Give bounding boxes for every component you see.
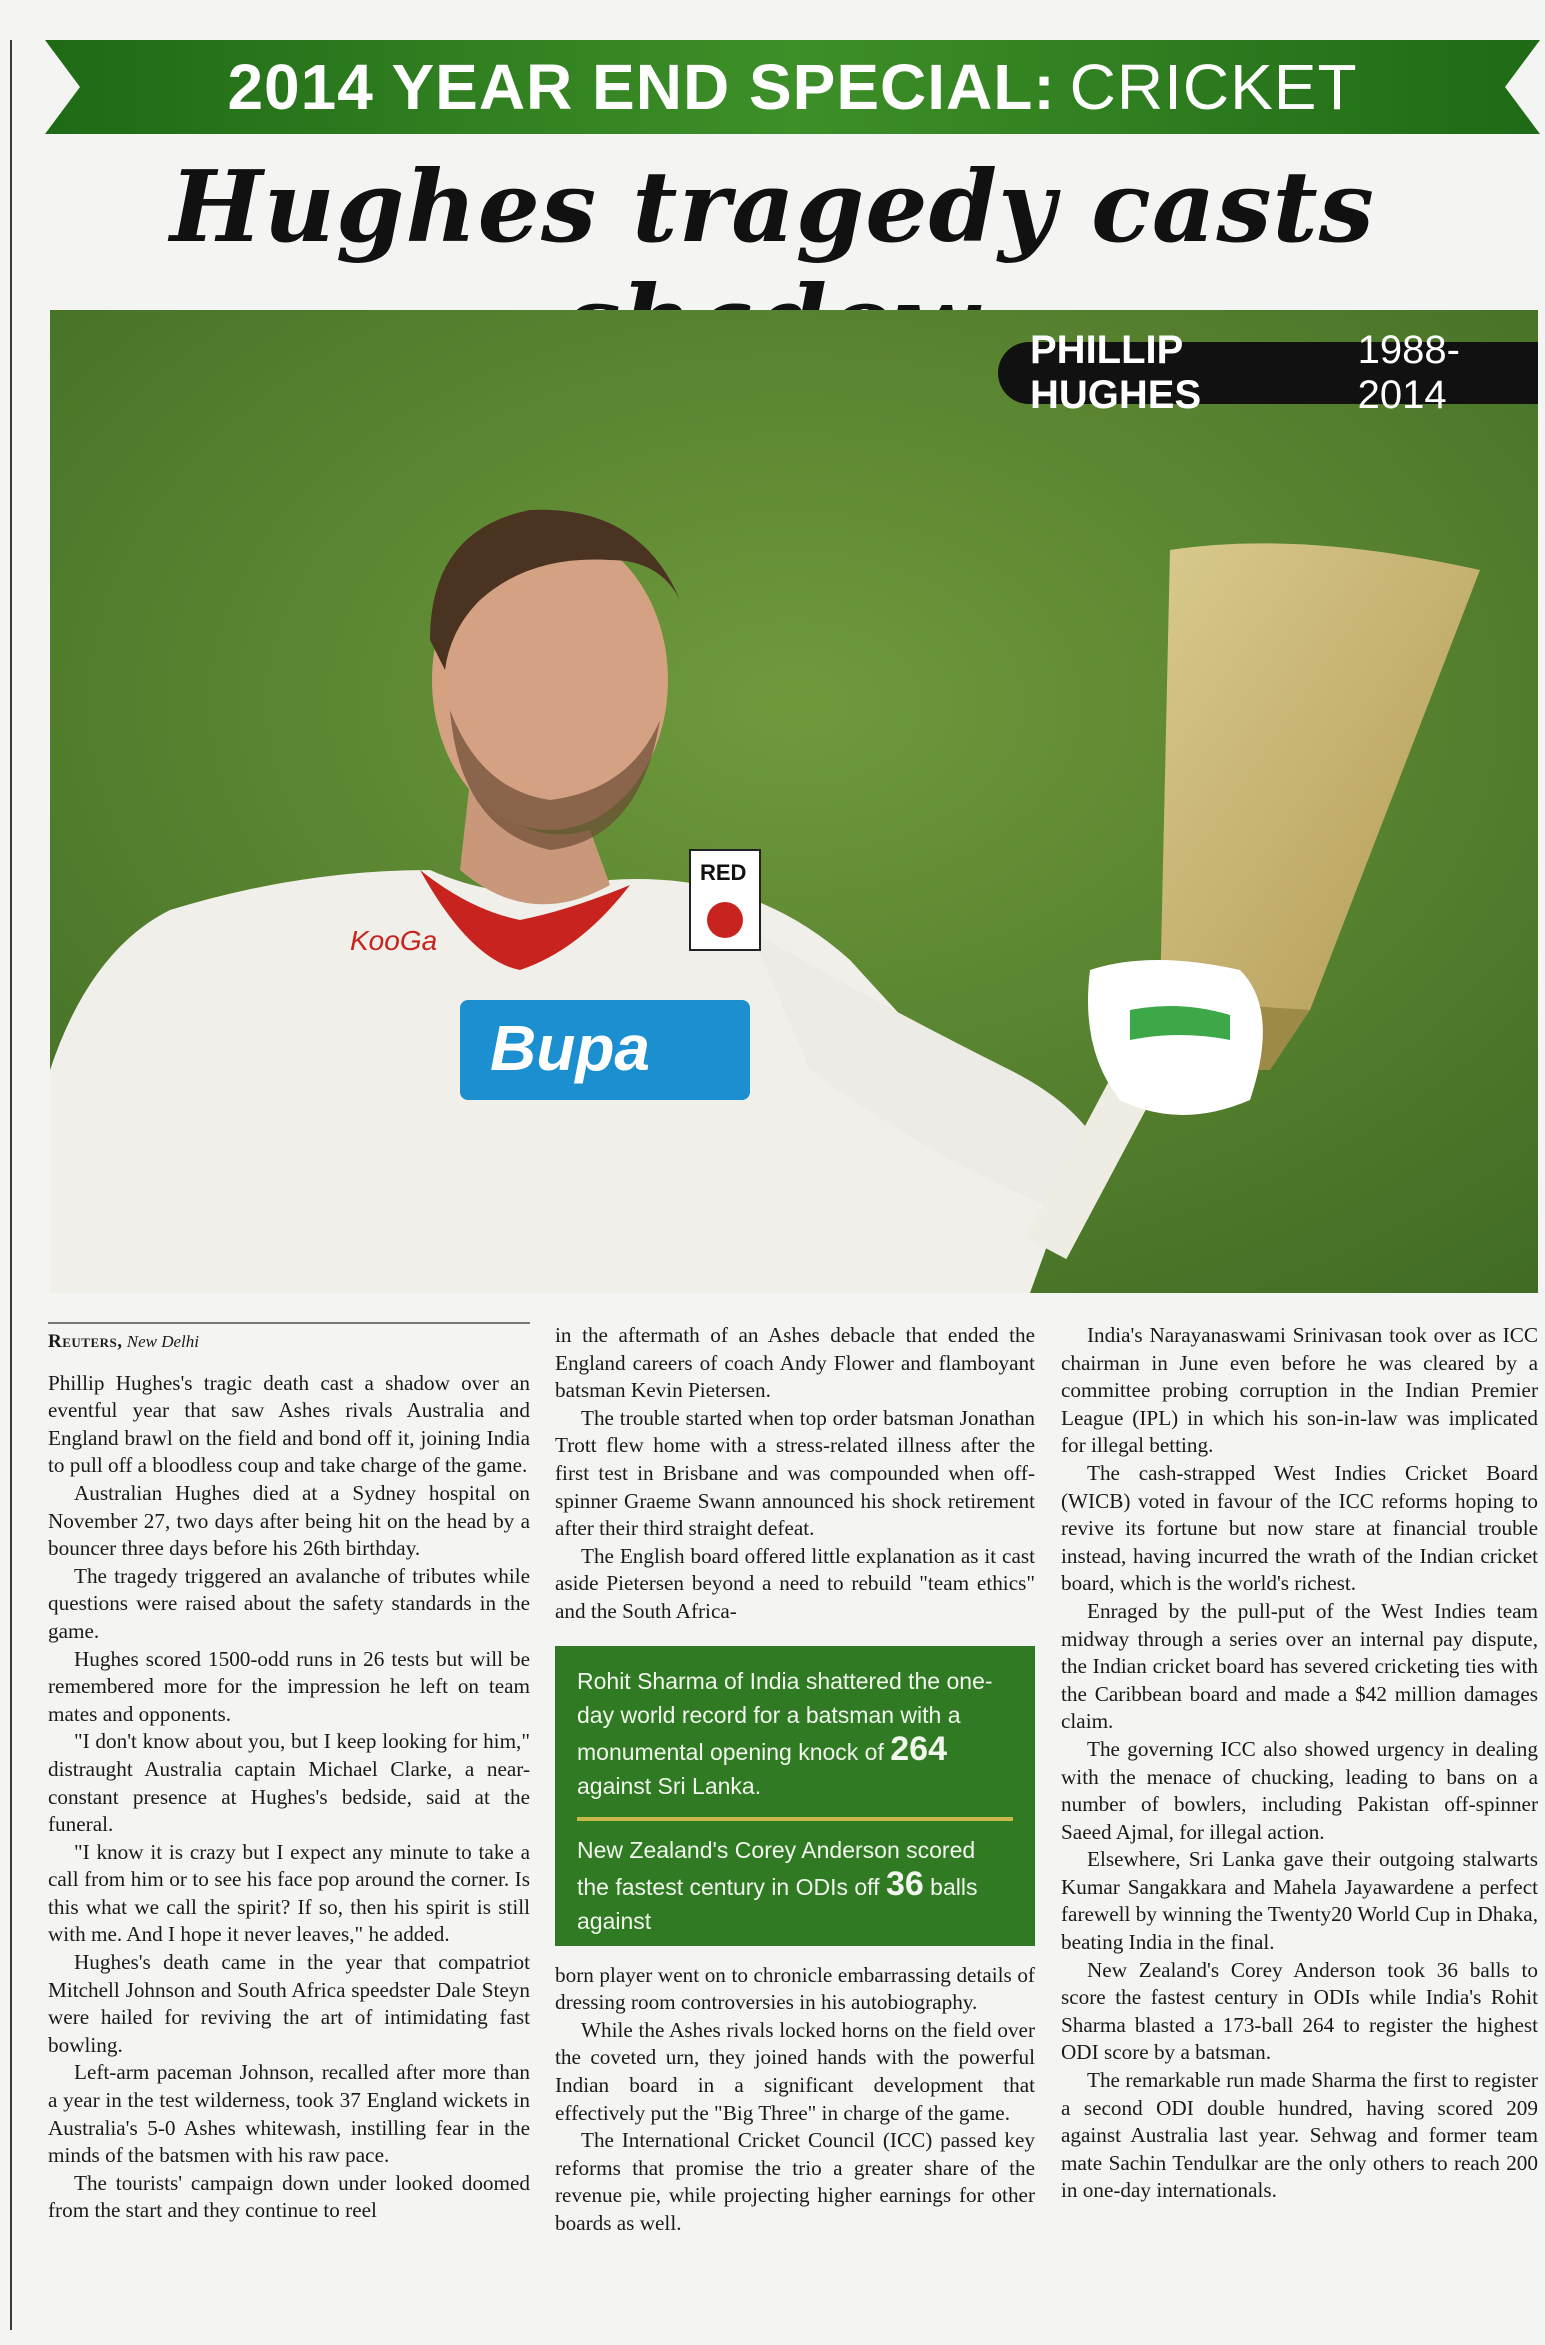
paragraph: The International Cricket Council (ICC) passed key reforms that promise the trio a greater share of the revenue pie, while projecting higher earnings for other boards as well. xyxy=(555,2128,1035,2235)
badge-text: RED xyxy=(700,860,747,885)
sponsor-logo-text: Bupa xyxy=(490,1012,650,1084)
pull-quote-1-start: Rohit Sharma of India shattered the one-day world record for a batsman with a monumental opening knock of xyxy=(577,1667,993,1765)
shirt-brand-text: KooGa xyxy=(350,925,438,956)
paragraph: Left-arm paceman Johnson, recalled after more than a year in the test wilderness, took 37 England wickets in Australia's 5-0 Ashes whitewash, instilling fear in the minds of the batsmen with his raw pace. xyxy=(48,2060,530,2168)
player-photo xyxy=(50,310,1538,1293)
paragraph: in the aftermath of an Ashes debacle that ended the England careers of coach Andy Flower and flamboyant batsman Kevin Pietersen. xyxy=(555,1323,1035,1403)
paragraph: New Zealand's Corey Anderson took 36 balls to score the fastest century in ODIs while India's Rohit Sharma blasted a 173-ball 264 to register the highest ODI score by a batsman. xyxy=(1061,1957,1538,2065)
paragraph: "I don't know about you, but I keep looking for him," distraught Australia captain Michael Clarke, a near-constant presence at Hughes's bedside, said at the funeral. xyxy=(48,1729,530,1837)
paragraph: Enraged by the pull-put of the West Indies team midway through a series over an internal pay dispute, the Indian cricket board has severed cricketing ties with the Caribbean board and made a $42 million damages claim. xyxy=(1061,1598,1538,1734)
article-column-3 xyxy=(1061,1322,1538,2205)
paragraph: Australian Hughes died at a Sydney hospital on November 27, two days after being hit on the head by a bouncer three days before his 26th birthday. xyxy=(48,1480,530,1561)
byline-place: New Delhi xyxy=(126,1332,199,1351)
name-tag xyxy=(998,328,1538,417)
pull-quote-2-end: balls against xyxy=(577,1873,978,1934)
paragraph: The tragedy triggered an avalanche of tributes while questions were raised about the safety standards in the game. xyxy=(48,1563,530,1643)
pull-quote-2 xyxy=(577,1833,1013,1938)
paragraph: born player went on to chronicle embarrassing details of dressing room controversies in his autobiography. xyxy=(555,1962,1035,2015)
photo-illustration xyxy=(50,310,1538,1293)
paragraph: The tourists' campaign down under looked doomed from the start and they continue to reel xyxy=(48,2170,530,2223)
paragraph: The trouble started when top order batsman Jonathan Trott flew home with a stress-related illness after the first test in Brisbane and was compounded when off-spinner Graeme Swann announced his shock retirement after their third straight defeat. xyxy=(555,1405,1035,1541)
banner-title-light: CRICKET xyxy=(1069,51,1358,123)
pull-quote-divider xyxy=(577,1817,1013,1821)
byline-agency: Reuters, xyxy=(48,1331,123,1352)
name-tag-years: 1988-2014 xyxy=(1357,328,1460,417)
paragraph: The governing ICC also showed urgency in dealing with the menace of chucking, leading to bans on a number of bowlers, including Pakistan off-spinner Saeed Ajmal, for illegal action. xyxy=(1061,1736,1538,1844)
name-tag-name: PHILLIP HUGHES xyxy=(1030,328,1202,417)
column-rule xyxy=(10,40,12,2330)
section-banner xyxy=(45,40,1540,134)
paragraph: Phillip Hughes's tragic death cast a shadow over an eventful year that saw Ashes rivals Australia and England brawl on the field and bond off it, joining India to pull off a bloodless coup and take charge of the game. xyxy=(48,1370,530,1478)
pull-quote-2-start: New Zealand's Corey Anderson scored the fastest century in ODIs off xyxy=(577,1836,976,1900)
paragraph: Hughes's death came in the year that compatriot Mitchell Johnson and South Africa speedster Dale Steyn were hailed for reviving the art of intimidating fast bowling. xyxy=(48,1950,530,2057)
pull-quote-box xyxy=(555,1646,1035,1946)
paragraph: While the Ashes rivals locked horns on the field over the coveted urn, they joined hands with the powerful Indian board in a significant development that effectively put the "Big Three" in charge of the game. xyxy=(555,2017,1035,2125)
paragraph: India's Narayanaswami Srinivasan took over as ICC chairman in June even before he was cleared by a committee probing corruption in the Indian Premier League (IPL) in which his son-in-law was implicated for illegal betting. xyxy=(1061,1323,1538,1458)
paragraph: Elsewhere, Sri Lanka gave their outgoing stalwarts Kumar Sangakkara and Mahela Jayawardene a perfect farewell by winning the Twenty20 World Cup in Dhaka, beating India in the final. xyxy=(1061,1847,1538,1955)
paragraph: The English board offered little explanation as it cast aside Pietersen beyond a need to rebuild "team ethics" and the South Africa- xyxy=(555,1543,1035,1623)
pull-quote-1-end: against Sri Lanka. xyxy=(577,1772,762,1799)
pull-quote-2-number: 36 xyxy=(885,1864,924,1903)
headline: Hughes tragedy casts xyxy=(170,150,1375,265)
byline xyxy=(48,1322,530,1356)
banner-title-bold: 2014 YEAR END SPECIAL: xyxy=(227,51,1056,123)
paragraph: Hughes scored 1500-odd runs in 26 tests but will be remembered more for the impression he left on team mates and opponents. xyxy=(48,1646,530,1726)
paragraph: The remarkable run made Sharma the first to register a second ODI double hundred, having scored 209 against Australia last year. Sehwag and former team mate Sachin Tendulkar are the only others to reach 200 in one-day internationals. xyxy=(1061,2068,1538,2203)
banner-title xyxy=(45,40,1540,134)
pull-quote-1 xyxy=(577,1664,1013,1803)
pull-quote-1-number: 264 xyxy=(890,1729,947,1768)
paragraph: "I know it is crazy but I expect any minute to take a call from him or to see his face pop around the corner. Is this what we call the spirit? If so, then his spirit is still with me. And I hope it never leaves," he added. xyxy=(48,1839,530,1947)
article-column-2 xyxy=(555,1322,1035,2237)
paragraph: The cash-strapped West Indies Cricket Board (WICB) voted in favour of the ICC reforms hoping to revive its fortune but now stare at financial trouble instead, having incurred the wrath of the Indian cricket board, which is the world's richest. xyxy=(1061,1460,1538,1596)
article-column-1 xyxy=(48,1322,530,2225)
article-body xyxy=(48,1322,1538,2332)
